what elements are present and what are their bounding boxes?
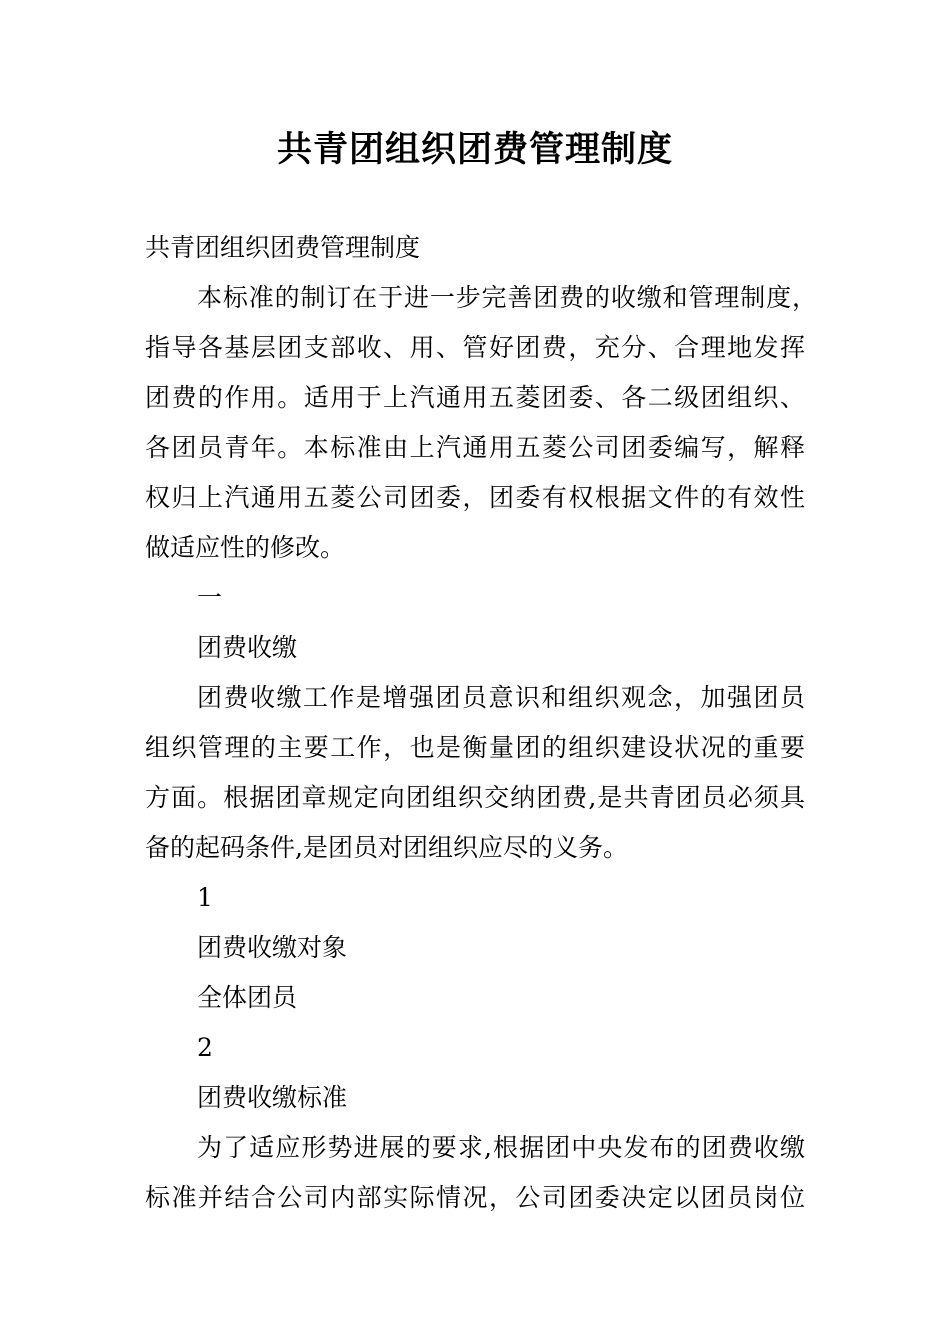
section-heading: 团费收缴 [197,633,298,662]
item-paragraph-line: 为了适应形势进展的要求,根据团中央发布的团费收缴 [197,1133,805,1162]
item-heading: 团费收缴标准 [197,1083,348,1112]
document-title: 共青团组织团费管理制度 [276,130,673,170]
intro-line: 各团员青年。本标准由上汽通用五菱公司团委编写，解释 [145,433,805,462]
document-subtitle: 共青团组织团费管理制度 [145,233,421,262]
intro-line: 做适应性的修改。 [145,533,346,562]
section-number: 一 [197,583,223,612]
item-paragraph-line: 标准并结合公司内部实际情况，公司团委决定以团员岗位 [145,1183,805,1212]
item-text: 全体团员 [197,983,298,1012]
intro-line: 团费的作用。适用于上汽通用五菱团委、各二级团组织、 [145,383,805,412]
intro-line: 指导各基层团支部收、用、管好团费，充分、合理地发挥 [145,333,805,362]
item-number: 2 [197,1033,213,1062]
intro-line: 权归上汽通用五菱公司团委，团委有权根据文件的有效性 [145,483,805,512]
section-paragraph-line: 团费收缴工作是增强团员意识和组织观念，加强团员 [197,683,805,712]
item-number: 1 [197,883,213,912]
section-paragraph-line: 组织管理的主要工作，也是衡量团的组织建设状况的重要 [145,733,805,762]
section-paragraph-line: 备的起码条件,是团员对团组织应尽的义务。 [145,833,628,862]
intro-line: 本标准的制订在于进一步完善团费的收缴和管理制度， [197,283,817,312]
section-paragraph-line: 方面。根据团章规定向团组织交纳团费,是共青团员必须具 [145,783,805,812]
item-heading: 团费收缴对象 [197,933,348,962]
